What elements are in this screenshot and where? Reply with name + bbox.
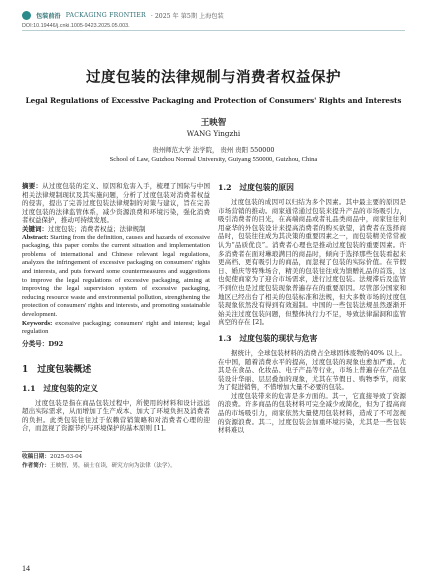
section-1-3-text-2: 过度包装带来的危害是多方面的。其一，它直接导致了资源的浪费。许多商品的包装材料可完全减少或简化，但为了提高商品的市场吸引力，商家依然大量使用包装材料，造成了不可忽视的资源浪费。其二，过度包装会加重环境污染，尤其是一些包装材料难以: [218, 391, 406, 435]
page-number: 14: [22, 564, 30, 573]
journal-header: [22, 9, 405, 22]
section-1-2-heading: 1.2 过度包装的原因: [218, 183, 294, 192]
journal-name-cn: 包装前沿: [36, 13, 61, 20]
journal-logo-icon: [22, 11, 31, 20]
abstract-en-label: Abstract:: [22, 233, 49, 241]
received-date: 2025-03-04: [49, 454, 83, 461]
received-label: 收稿日期：: [22, 454, 50, 461]
doi[interactable]: DOI:10.19446/j.cnki.1005-9423.2025.05.003.: [22, 23, 130, 29]
abstract-cn: [22, 182, 210, 225]
clc-label: 分类号：: [22, 339, 49, 348]
right-column: [218, 182, 406, 569]
section-1-1-text: 过度包装是指在商品包装过程中，所使用的材料和设计远远超出实际需求，从而增加了生产成本、加大了环境负担及消费者的负担。此类包装往往过于依赖营销策略和对消费者心理的迎合，而忽视了资源节约与环境保护的基本原则 [1]。: [22, 398, 210, 433]
section-1-1-heading: 1.1 过度包装的定义: [22, 383, 98, 393]
bio-text: 王映智，男，硕士在读，研究方向为法律（法学）。: [49, 463, 176, 470]
section-1-heading: 1 过度包装概述: [22, 364, 92, 375]
abstract-cn-label: 摘要：: [22, 182, 43, 190]
keywords-cn: [22, 225, 210, 234]
keywords-en-text: excessive packaging; consumers' right and interest; legal regulation: [22, 319, 210, 336]
section-1-2-text: 过度包装的成因可以归结为多个因素。其中最主要的原因是市场营销的推动。商家通常通过包装来提升产品的市场吸引力，吸引消费者的目光，在高端商品或者礼品类商品中，商家往往利用豪华的外包装设计来提高消费者的购买欲望，消费者在选择商品时，包装往往成为其决策的重要因素之一，而包装精美常常被认为“品质优良”。消费者心理也是推动过度包装的重要因素。许多消费者在面对琳琅满目的商品时，倾向于选择那些包装看起来更高档、更有吸引力的商品，而忽视了包装的实际价值。在节假日、婚庆等特殊场合，精美的包装往往成为馈赠礼品的首选，这也促使商家为了迎合市场需求，进行过度包装。法规滞后及监管不到位也是过度包装现象普遍存在的重要原因。尽管部分国家和地区已经出台了相关的包装标准和法规，但大多数市场的过度包装现象依然没有得到有效遏制。中国的一些包装法规虽然逐渐开始关注过度包装问题，但整体执行力不足，导致法律漏洞和监管真空的存在 [2]。: [218, 198, 406, 327]
footnote-received: [22, 454, 210, 461]
abstract-en-text: Starting from the definition, causes and hazards of excessive packaging, this paper combs the current situation and implementation problems of international and Chinese relevant legal regulations, analyzes the infringement of excessive packaging on consumers' rights and interests, and puts forward some countermeasures and suggestions to improve the legal regulations of excessive packaging, aiming at improving the legal supervision system of excessive packaging, reducing resource waste and environmental pollution, strengthening the protection of consumers' rights and interests, and promoting sustainable development.: [22, 233, 210, 318]
keywords-cn-label: 关键词：: [22, 224, 48, 233]
title-en: Legal Regulations of Excessive Packaging and Protection of Consumers' Rights and Interests: [25, 96, 402, 105]
footnote-divider: [22, 451, 82, 452]
keywords-en: [22, 320, 210, 337]
classification-number: [22, 338, 210, 348]
keywords-cn-text: 过度包装；消费者权益；法律规制: [48, 224, 146, 233]
header-divider: [22, 30, 405, 31]
abstract-en: [22, 234, 210, 320]
clc-value: D92: [48, 339, 64, 348]
section-1-3-text-1: 据统计，全球包装材料的消费占全球固体废物的40% 以上。在中国，随着消费水平的提高，过度包装的现象也愈加严重。尤其是在食品、化妆品、电子产品等行业，市场上普遍存在产品包装设计华丽、层层叠加的现象，尤其在节假日、购物季节，商家为了促进销售，不惜增加大量不必要的包装。: [218, 348, 406, 392]
author-cn: 王映智: [200, 118, 227, 128]
affiliation-cn: 贵州师范大学 法学院， 贵州 贵阳 550000: [152, 146, 275, 154]
title-cn: 过度包装的法律规制与消费者权益保护: [86, 69, 341, 86]
abstract-cn-text: 从过度包装的定义、原因和危害入手，梳理了国际与中国相关法律规制现状及其实施问题，分析了过度包装对消费者权益的侵害，提出了完善过度包装法律规制的对策与建议，旨在完善过度包装的法律监管体系，减少资源浪费和环境污染，强化消费者权益保护，推动可持续发展。: [22, 182, 210, 225]
footnote-bio: [22, 463, 210, 470]
bio-label: 作者简介：: [22, 463, 50, 470]
journal-issue: · 2025 年 第5期 上海包装: [150, 13, 224, 20]
affiliation-en: School of Law, Guizhou Normal University, Guiyang 550000, Guizhou, China: [109, 156, 318, 163]
journal-name-en: PACKAGING FRONTIER: [65, 12, 146, 19]
keywords-en-label: Keywords:: [22, 319, 53, 327]
author-en: WANG Yingzhi: [186, 129, 241, 138]
left-column: [22, 182, 210, 569]
section-1-3-heading: 1.3 过度包装的现状与危害: [218, 333, 318, 343]
